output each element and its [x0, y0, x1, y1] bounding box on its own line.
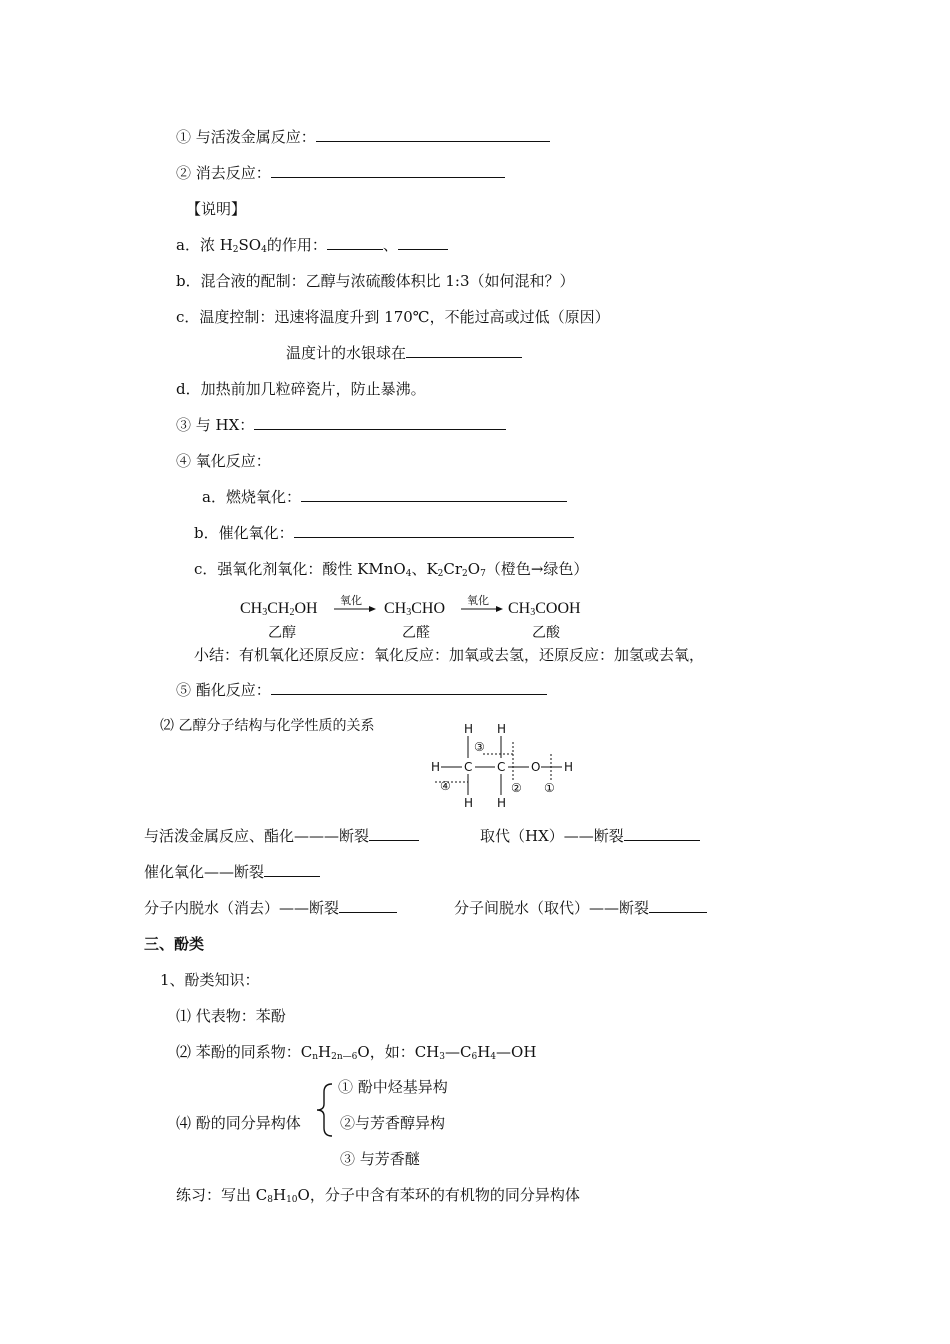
note-a: a．浓 $H_2SO_4$的作用： 、 [176, 235, 448, 255]
atom-h: H [564, 760, 574, 774]
bond-label-2: ② [511, 781, 522, 795]
atom-o: O [531, 760, 541, 774]
bond-q-metal-ester: 与活泼金属反应、酯化———断裂 [144, 826, 419, 846]
reaction-arrow-icon [333, 605, 377, 613]
bond-q-intermolecular: 分子间脱水（取代）——断裂 [454, 898, 707, 918]
reaction-oxidation: ④ 氧化反应： [176, 452, 271, 470]
note-d: d．加热前加几粒碎瓷片，防止暴沸。 [176, 380, 426, 398]
answer-blank[interactable] [327, 235, 383, 250]
answer-blank[interactable] [624, 826, 700, 841]
answer-blank[interactable] [316, 127, 550, 142]
atom-h: H [497, 722, 507, 736]
arrow-label: 氧化 [340, 594, 362, 607]
atom-h: H [464, 722, 474, 736]
reaction-active-metal: ① 与活泼金属反应： [176, 127, 550, 147]
acetaldehyde-name: 乙醛 [402, 625, 430, 641]
brace-icon [314, 1082, 336, 1138]
note-c: c．温度控制：迅速将温度升到 170℃，不能过高或过低（原因） [176, 308, 610, 326]
note-c-thermometer: 温度计的水银球在 [286, 343, 522, 363]
answer-blank[interactable] [254, 415, 506, 430]
acetic-acid-formula: $CH_3COOH$ [508, 600, 581, 618]
acetaldehyde-formula: $CH_3CHO$ [384, 600, 446, 618]
bond-q-intramolecular: 分子内脱水（消去）——断裂 [144, 898, 397, 918]
note-b: b．混合液的配制：乙醇与浓硫酸体积比 1:3（如何混和？） [176, 272, 575, 290]
phenol-representative: ⑴ 代表物：苯酚 [176, 1007, 286, 1025]
reaction-arrow-icon [460, 605, 504, 613]
atom-c: C [464, 760, 473, 774]
bond-label-1: ① [544, 781, 555, 795]
oxidation-combustion: a．燃烧氧化： [202, 487, 567, 507]
reaction-elimination: ② 消去反应： [176, 163, 505, 183]
oxidation-catalytic: b．催化氧化： [194, 523, 574, 543]
ethanol-name: 乙醇 [268, 625, 296, 641]
atom-h: H [431, 760, 441, 774]
answer-blank[interactable] [301, 487, 567, 502]
phenol-knowledge: 1、酚类知识： [160, 971, 260, 989]
exercise: 练习：写出 $C_8H_{10}O$，分子中含有苯环的有机物的同分异构体 [176, 1186, 580, 1205]
answer-blank[interactable] [406, 343, 522, 358]
answer-blank[interactable] [369, 826, 419, 841]
answer-blank[interactable] [398, 235, 448, 250]
bond-q-catalytic: 催化氧化——断裂 [144, 862, 320, 882]
answer-blank[interactable] [649, 898, 707, 913]
answer-blank[interactable] [271, 163, 505, 178]
reaction-esterification: ⑤ 酯化反应： [176, 680, 547, 700]
bond-label-4: ④ [440, 779, 451, 793]
answer-blank[interactable] [271, 680, 547, 695]
section-title-phenols: 三、酚类 [144, 935, 205, 953]
atom-h: H [464, 796, 474, 810]
ethanol-structure-diagram [425, 718, 585, 812]
oxidation-strong: c．强氧化剂氧化：酸性 KMnO$_4$、$K_2Cr_2O_7$（橙色→绿色） [194, 560, 589, 579]
answer-blank[interactable] [339, 898, 397, 913]
atom-h: H [497, 796, 507, 810]
acetic-acid-name: 乙酸 [532, 625, 560, 641]
answer-blank[interactable] [294, 523, 574, 538]
arrow-label: 氧化 [467, 594, 489, 607]
phenol-homologs: ⑵ 苯酚的同系物：$C_nH_{2n—6}O$，如：$CH_3—C_6H_4—OH$ [176, 1043, 537, 1062]
summary: 小结：有机氧化还原反应：氧化反应：加氧或去氢，还原反应：加氢或去氧， [194, 646, 705, 664]
isomer-1: ① 酚中烃基异构 [338, 1078, 448, 1096]
bond-q-hx: 取代（HX）——断裂 [480, 826, 700, 846]
note-heading: 【说明】 [186, 200, 247, 218]
isomer-2: ②与芳香醇异构 [340, 1114, 446, 1132]
reaction-hx: ③ 与 HX： [176, 415, 506, 435]
answer-blank[interactable] [264, 862, 320, 877]
structure-heading: ⑵ 乙醇分子结构与化学性质的关系 [160, 718, 375, 734]
bond-label-3: ③ [474, 740, 485, 754]
phenol-isomers: ⑷ 酚的同分异构体 [176, 1114, 301, 1132]
atom-c: C [497, 760, 506, 774]
ethanol-formula: $CH_3CH_2OH$ [240, 600, 318, 618]
isomer-3: ③ 与芳香醚 [340, 1150, 420, 1168]
